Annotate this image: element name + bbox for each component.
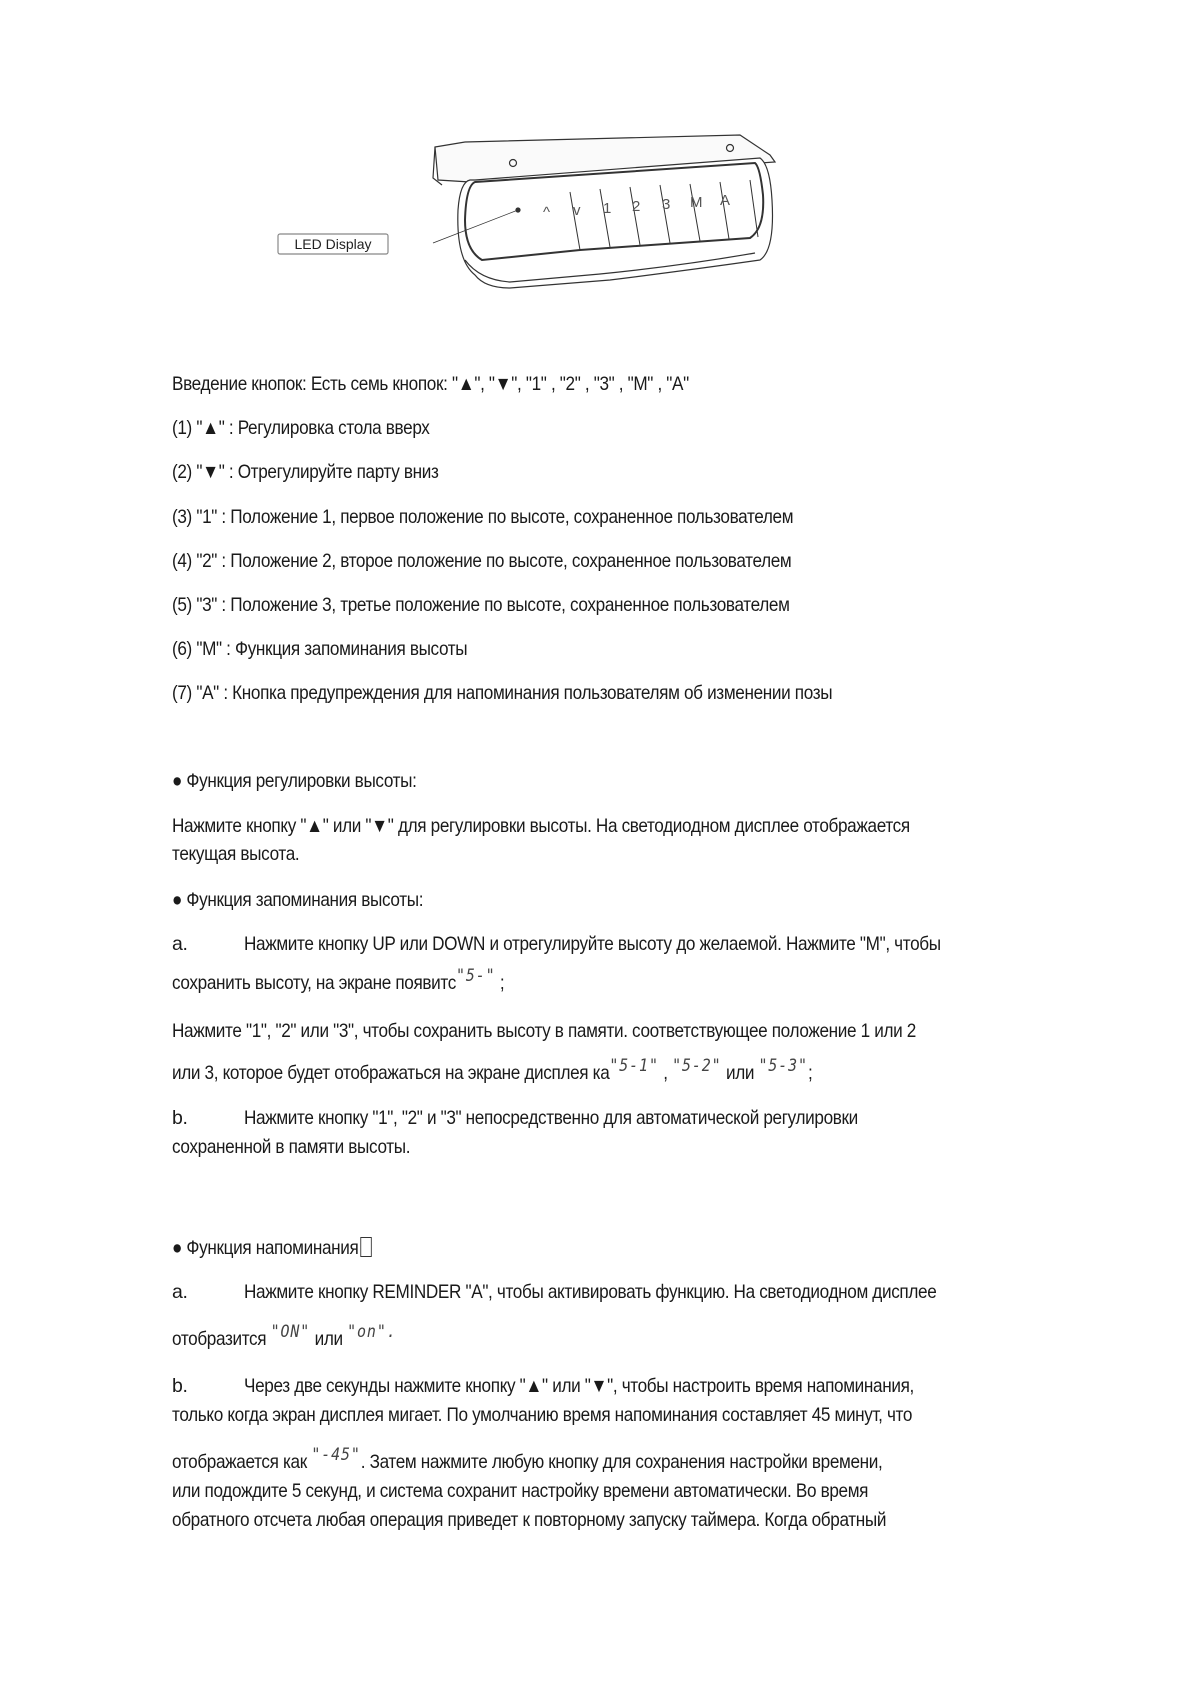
reminder-b: b. Через две секунды нажмите кнопку "▲" или "▼", чтобы настроить время напоминания,	[172, 1375, 914, 1397]
reminder-heading: ● Функция напоминания	[172, 1237, 399, 1260]
height-adjust-heading: ● Функция регулировки высоты:	[172, 770, 417, 792]
height-memory-a: a. Нажмите кнопку UP или DOWN и отрегулируйте высоту до желаемой. Нажмите "M", чтобы	[172, 933, 941, 955]
lcd-s-3: "5-3"	[758, 1056, 808, 1076]
missing-glyph-icon	[360, 1237, 371, 1257]
reminder-a: отобразится "ON" или "on".	[172, 1322, 397, 1350]
height-memory-a: сохранить высоту, на экране появитс"5-" ;	[172, 966, 505, 994]
height-memory-p: или 3, которое будет отображаться на экране дисплея ка"5-1" , "5-2" или "5-3";	[172, 1056, 813, 1084]
button-3-label: 3	[662, 196, 671, 213]
intro-heading: Введение кнопок: Есть семь кнопок: "▲", "▼", "1" , "2" , "3" , "M" , "A"	[172, 373, 689, 395]
height-memory-p: Нажмите "1", "2" или "3", чтобы сохранить высоту в памяти. соответствующее положение 1 или 2	[172, 1020, 916, 1042]
lcd-on-upper: "ON"	[270, 1322, 311, 1342]
lcd-s-2: "5-2"	[672, 1056, 722, 1076]
height-memory-b: b. Нажмите кнопку "1", "2" и "3" непосредственно для автоматической регулировки	[172, 1107, 858, 1129]
height-memory-heading: ● Функция запоминания высоты:	[172, 889, 424, 911]
button-1-label: 1	[603, 200, 612, 217]
lcd-45: "-45"	[311, 1445, 361, 1465]
button-a-label: A	[720, 192, 731, 209]
down-button-label: v	[573, 202, 581, 219]
intro-item: (3) "1" : Положение 1, первое положение по высоте, сохраненное пользователем	[172, 506, 794, 528]
reminder-b: отображается как "-45". Затем нажмите любую кнопку для сохранения настройки времени,	[172, 1445, 883, 1473]
lcd-s-dash: "5-"	[455, 966, 496, 986]
intro-item: (4) "2" : Положение 2, второе положение по высоте, сохраненное пользователем	[172, 550, 792, 572]
intro-item: (7) "A" : Кнопка предупреждения для напоминания пользователям об изменении позы	[172, 682, 833, 704]
intro-item: (5) "3" : Положение 3, третье положение по высоте, сохраненное пользователем	[172, 594, 790, 616]
intro-item: (1) "▲" : Регулировка стола вверх	[172, 417, 430, 439]
height-memory-b: сохраненной в памяти высоты.	[172, 1136, 411, 1158]
reminder-a: a. Нажмите кнопку REMINDER "A", чтобы активировать функцию. На светодиодном дисплее	[172, 1281, 937, 1303]
height-adjust-text: Нажмите кнопку "▲" или "▼" для регулировки высоты. На светодиодном дисплее отображается	[172, 815, 910, 837]
button-2-label: 2	[632, 198, 641, 215]
lcd-on-lower: "on".	[347, 1322, 397, 1342]
lcd-s-1: "5-1"	[609, 1056, 659, 1076]
height-adjust-text: текущая высота.	[172, 843, 300, 865]
intro-item: (6) "M" : Функция запоминания высоты	[172, 638, 468, 660]
reminder-b: только когда экран дисплея мигает. По умолчанию время напоминания составляет 45 минут, что	[172, 1404, 913, 1426]
up-button-label: ^	[543, 204, 551, 221]
intro-item: (2) "▼" : Отрегулируйте парту вниз	[172, 461, 439, 483]
button-m-label: M	[690, 194, 703, 211]
control-panel-illustration	[270, 110, 840, 310]
led-display-callout: LED Display	[294, 236, 372, 252]
reminder-b: или подождите 5 секунд, и система сохранит настройку времени автоматически. Во время	[172, 1480, 869, 1502]
reminder-b: обратного отсчета любая операция приведет к повторному запуску таймера. Когда обратный	[172, 1509, 887, 1531]
